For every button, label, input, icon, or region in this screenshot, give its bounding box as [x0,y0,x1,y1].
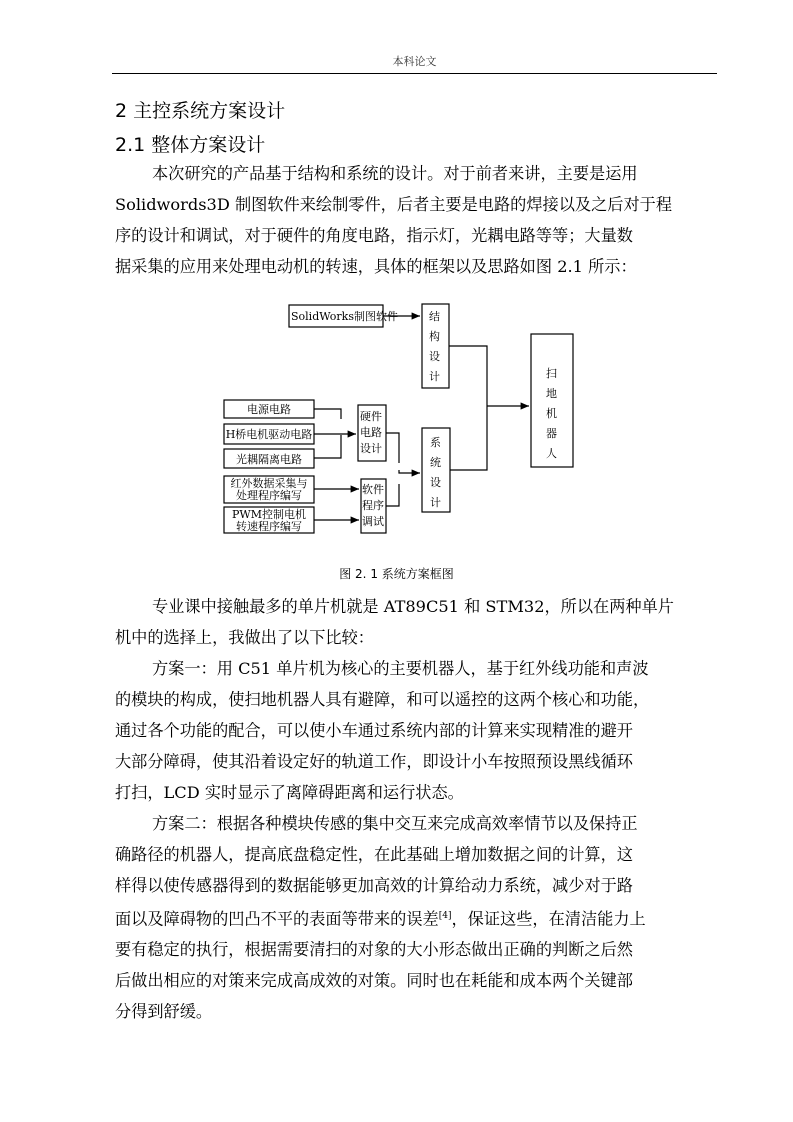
plan2-line: 确路径的机器人，提高底盘稳定性，在此基础上增加数据之间的计算，这 [115,845,633,864]
robot-label: 地 [546,387,557,400]
intro-line: 据采集的应用来处理电动机的转速，具体的框架以及思路如图 2.1 所示： [115,257,637,276]
structure-label: 构 [429,330,440,343]
plan1-paragraph [115,653,719,808]
system-label: 统 [430,456,441,469]
connector-line [314,409,341,419]
intro-line: 序的设计和调试，对于硬件的角度电路，指示灯，光耦电路等等；大量数 [115,226,633,245]
page-header: 本科论文 [392,55,437,68]
citation-ref[interactable]: [4] [438,911,452,921]
structure-label: 结 [429,310,440,323]
hardware-label: 电路 [360,426,382,439]
comparison-line: 机中的选择上，我做出了以下比较： [115,628,374,647]
solidworks-label: SolidWorks制图软件 [291,310,398,323]
structure-label: 设 [429,350,440,363]
structure-label: 计 [429,370,440,383]
figure-caption: 图 2. 1 系统方案框图 [339,567,454,581]
plan1-line: 打扫，LCD 实时显示了离障碍距离和运行状态。 [115,783,464,802]
plan2-text: 面以及障碍物的凹凸不平的表面等带来的误差 [115,909,439,929]
plan2-line-with-citation [115,901,719,934]
connector-line [450,406,487,470]
system-block-diagram [219,298,619,538]
comparison-line: 专业课中接触最多的单片机就是 AT89C51 和 STM32，所以在两种单片 [152,597,674,616]
h-bridge-label: H桥电机驱动电路 [225,428,313,441]
system-label: 设 [430,476,441,489]
plan2-line: 后做出相应的对策来完成高成效的对策。同时也在耗能和成本两个关键部 [115,971,633,991]
pwm-label: PWM控制电机 [232,508,306,521]
infrared-label: 红外数据采集与 [230,477,308,490]
software-label: 程序 [362,499,384,512]
system-label: 系 [430,436,441,449]
hardware-label: 设计 [360,442,382,455]
connector-line [386,433,399,463]
intro-line: 本次研究的产品基于结构和系统的设计。对于前者来讲，主要是运用 [152,164,638,183]
plan2-line: 分得到舒缓。 [115,1002,213,1022]
subsection-heading: 2.1 整体方案设计 [115,134,266,156]
section-heading: 2 主控系统方案设计 [115,100,286,122]
connector-line [314,435,341,458]
header-divider [112,73,717,74]
connector-arrow [399,470,420,473]
plan1-line: 通过各个功能的配合，可以使小车通过系统内部的计算来实现精准的避开 [115,721,633,740]
robot-label: 机 [546,407,557,420]
connector-line [449,346,487,406]
intro-paragraph [115,158,719,282]
plan1-line: 的模块的构成，使扫地机器人具有避障，和可以遥控的这两个核心和功能， [115,690,650,709]
system-label: 计 [430,496,441,509]
plan2-paragraph [115,808,719,1027]
robot-label: 人 [546,447,557,460]
hardware-label: 硬件 [360,410,382,423]
software-label: 调试 [362,515,384,528]
robot-label: 扫 [546,367,557,380]
plan2-line: 方案二：根据各种模块传感的集中交互来完成高效率情节以及保持正 [152,814,638,833]
robot-label: 器 [546,427,557,440]
plan1-line: 大部分障碍，使其沿着设定好的轨道工作，即设计小车按照预设黑线循环 [115,752,633,771]
plan2-text: ，保证这些，在清洁能力上 [451,909,646,929]
software-label: 软件 [362,483,384,496]
plan1-line: 方案一：用 C51 单片机为核心的主要机器人，基于红外线功能和声波 [152,659,649,678]
pwm-label: 转速程序编写 [236,520,302,533]
power-circuit-label: 电源电路 [247,403,291,416]
plan2-line: 样得以使传感器得到的数据能够更加高效的计算给动力系统，减少对于路 [115,876,633,895]
comparison-paragraph [115,591,719,653]
infrared-label: 处理程序编写 [236,489,302,502]
plan2-line: 要有稳定的执行，根据需要清扫的对象的大小形态做出正确的判断之后然 [115,940,633,960]
optocoupler-label: 光耦隔离电路 [236,453,302,466]
connector-line [386,484,399,506]
intro-line: Solidwords3D 制图软件来绘制零件，后者主要是电路的焊接以及之后对于程 [115,195,673,214]
